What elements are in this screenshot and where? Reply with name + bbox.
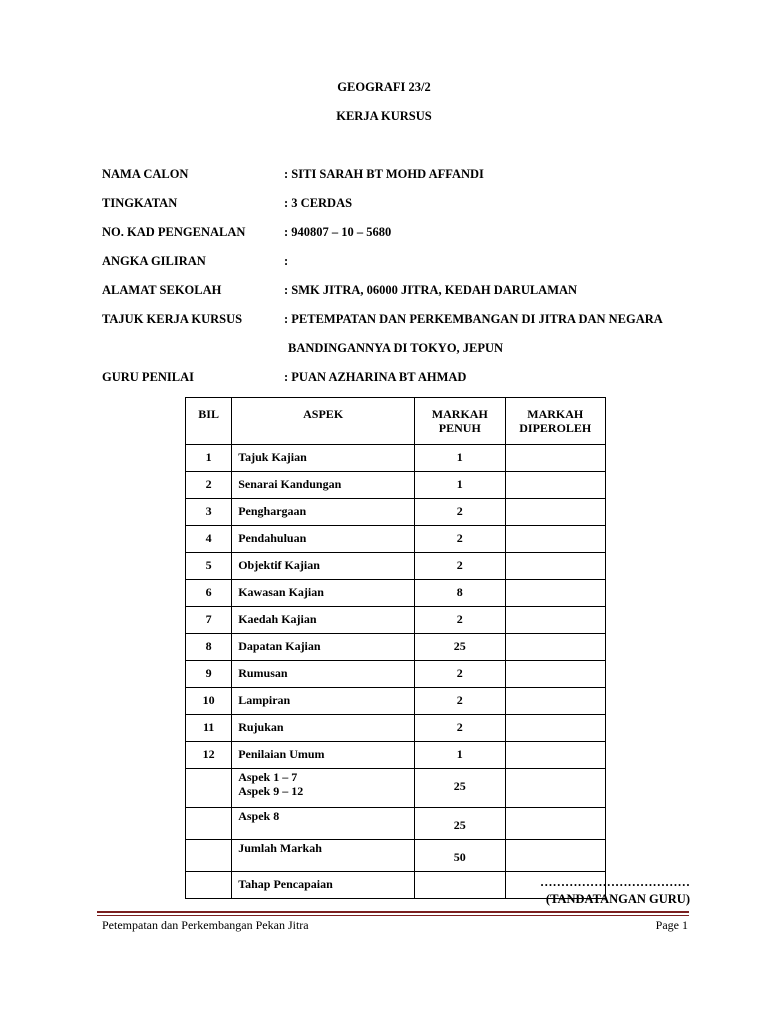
header-markah-diperoleh xyxy=(505,398,606,445)
field-value: : 3 CERDAS xyxy=(284,196,353,210)
field-tajuk-continued xyxy=(102,341,702,357)
header-bil: BIL xyxy=(186,398,232,445)
cell-diperoleh[interactable] xyxy=(505,580,606,607)
cell-bil: 6 xyxy=(186,580,232,607)
field-value: : SITI SARAH BT MOHD AFFANDI xyxy=(284,167,484,181)
field-alamat-sekolah xyxy=(102,283,702,299)
field-label: ANGKA GILIRAN xyxy=(102,254,206,268)
table-row xyxy=(186,715,606,742)
cell-aspek: Objektif Kajian xyxy=(232,553,415,580)
cell-penuh: 1 xyxy=(415,742,505,769)
cell-penuh: 25 xyxy=(415,808,505,840)
field-tajuk-kerja-kursus xyxy=(102,312,702,328)
cell-bil xyxy=(186,840,232,872)
table-header-row xyxy=(186,398,606,445)
cell-aspek: Rujukan xyxy=(232,715,415,742)
cell-penuh: 25 xyxy=(415,634,505,661)
header-text: MARKAH xyxy=(431,407,488,421)
cell-aspek: Senarai Kandungan xyxy=(232,472,415,499)
cell-aspek xyxy=(232,769,415,808)
cell-bil: 9 xyxy=(186,661,232,688)
cell-diperoleh[interactable] xyxy=(505,688,606,715)
field-label: NAMA CALON xyxy=(102,167,189,181)
signature-line: ……………………………… xyxy=(540,875,690,889)
cell-diperoleh[interactable] xyxy=(505,808,606,840)
document-title: KERJA KURSUS xyxy=(336,109,432,123)
cell-bil: 8 xyxy=(186,634,232,661)
cell-diperoleh[interactable] xyxy=(505,445,606,472)
cell-aspek: Kaedah Kajian xyxy=(232,607,415,634)
subject-title: GEOGRAFI 23/2 xyxy=(337,80,431,94)
table-row xyxy=(186,634,606,661)
cell-aspek: Rumusan xyxy=(232,661,415,688)
cell-diperoleh[interactable] xyxy=(505,840,606,872)
table-row xyxy=(186,580,606,607)
table-row xyxy=(186,472,606,499)
field-value: : SMK JITRA, 06000 JITRA, KEDAH DARULAMAN xyxy=(284,283,578,297)
cell-diperoleh[interactable] xyxy=(505,499,606,526)
field-guru-penilai xyxy=(102,370,702,386)
table-row xyxy=(186,688,606,715)
cell-aspek: Pendahuluan xyxy=(232,526,415,553)
cell-penuh: 2 xyxy=(415,553,505,580)
field-label: TINGKATAN xyxy=(102,196,178,210)
footer-divider xyxy=(97,911,689,913)
table-row xyxy=(186,607,606,634)
cell-penuh: 8 xyxy=(415,580,505,607)
aspek-9-12-label: Aspek 9 – 12 xyxy=(238,784,304,798)
cell-bil: 12 xyxy=(186,742,232,769)
cell-aspek: Penilaian Umum xyxy=(232,742,415,769)
cell-bil: 7 xyxy=(186,607,232,634)
field-label: NO. KAD PENGENALAN xyxy=(102,225,246,239)
cell-bil xyxy=(186,872,232,899)
field-value: : PUAN AZHARINA BT AHMAD xyxy=(284,370,467,384)
cell-penuh: 2 xyxy=(415,499,505,526)
table-row-aspek-1-7-9-12 xyxy=(186,769,606,808)
cell-bil: 10 xyxy=(186,688,232,715)
cell-penuh: 2 xyxy=(415,688,505,715)
field-label: GURU PENILAI xyxy=(102,370,195,384)
cell-aspek: Dapatan Kajian xyxy=(232,634,415,661)
cell-diperoleh[interactable] xyxy=(505,715,606,742)
field-value: : 940807 – 10 – 5680 xyxy=(284,225,392,239)
field-value: : PETEMPATAN DAN PERKEMBANGAN DI JITRA DAN NEGARA xyxy=(284,312,663,326)
cell-aspek: Tajuk Kajian xyxy=(232,445,415,472)
field-label: ALAMAT SEKOLAH xyxy=(102,283,222,297)
signature-label: (TANDATANGAN GURU) xyxy=(545,892,690,906)
table-row xyxy=(186,445,606,472)
signature-block xyxy=(540,875,690,907)
header-text: DIPEROLEH xyxy=(519,421,592,435)
cell-bil: 3 xyxy=(186,499,232,526)
cell-aspek: Penghargaan xyxy=(232,499,415,526)
field-angka-giliran xyxy=(102,254,702,270)
cell-aspek: Tahap Pencapaian xyxy=(232,872,415,899)
header-markah-penuh xyxy=(415,398,505,445)
page-number: Page 1 xyxy=(655,918,688,932)
cell-aspek: Kawasan Kajian xyxy=(232,580,415,607)
footer-divider xyxy=(97,915,689,916)
field-value: : xyxy=(284,254,289,268)
cell-penuh: 1 xyxy=(415,445,505,472)
table-row xyxy=(186,553,606,580)
cell-penuh: 2 xyxy=(415,607,505,634)
cell-bil xyxy=(186,808,232,840)
cell-penuh: 2 xyxy=(415,661,505,688)
cell-penuh xyxy=(415,872,505,899)
cell-bil: 4 xyxy=(186,526,232,553)
footer-title: Petempatan dan Perkembangan Pekan Jitra xyxy=(102,918,309,932)
cell-diperoleh[interactable] xyxy=(505,742,606,769)
header-aspek: ASPEK xyxy=(232,398,415,445)
cell-bil: 5 xyxy=(186,553,232,580)
field-nama-calon xyxy=(102,167,702,183)
cell-bil: 2 xyxy=(186,472,232,499)
aspek-1-7-label: Aspek 1 – 7 xyxy=(238,770,298,784)
cell-bil: 11 xyxy=(186,715,232,742)
field-tingkatan xyxy=(102,196,702,212)
cell-diperoleh[interactable] xyxy=(505,769,606,808)
cell-bil xyxy=(186,769,232,808)
cell-bil: 1 xyxy=(186,445,232,472)
field-no-kad-pengenalan xyxy=(102,225,702,241)
table-row-jumlah-markah xyxy=(186,840,606,872)
cell-diperoleh[interactable] xyxy=(505,607,606,634)
cell-diperoleh[interactable] xyxy=(505,472,606,499)
header-text: MARKAH xyxy=(527,407,584,421)
marks-table xyxy=(185,397,606,899)
table-row-aspek-8 xyxy=(186,808,606,840)
cell-penuh: 2 xyxy=(415,526,505,553)
table-row xyxy=(186,526,606,553)
cell-diperoleh[interactable] xyxy=(505,526,606,553)
cell-penuh: 50 xyxy=(415,840,505,872)
cell-diperoleh[interactable] xyxy=(505,634,606,661)
field-label: TAJUK KERJA KURSUS xyxy=(102,312,243,326)
table-row xyxy=(186,742,606,769)
header-text: PENUH xyxy=(438,421,481,435)
table-row xyxy=(186,499,606,526)
cell-diperoleh[interactable] xyxy=(505,661,606,688)
table-row xyxy=(186,661,606,688)
field-value: BANDINGANNYA DI TOKYO, JEPUN xyxy=(288,341,504,355)
cell-diperoleh[interactable] xyxy=(505,553,606,580)
cell-penuh: 1 xyxy=(415,472,505,499)
cell-aspek: Lampiran xyxy=(232,688,415,715)
cell-penuh: 2 xyxy=(415,715,505,742)
cell-aspek: Aspek 8 xyxy=(232,808,415,840)
cell-penuh: 25 xyxy=(415,769,505,808)
cell-aspek: Jumlah Markah xyxy=(232,840,415,872)
